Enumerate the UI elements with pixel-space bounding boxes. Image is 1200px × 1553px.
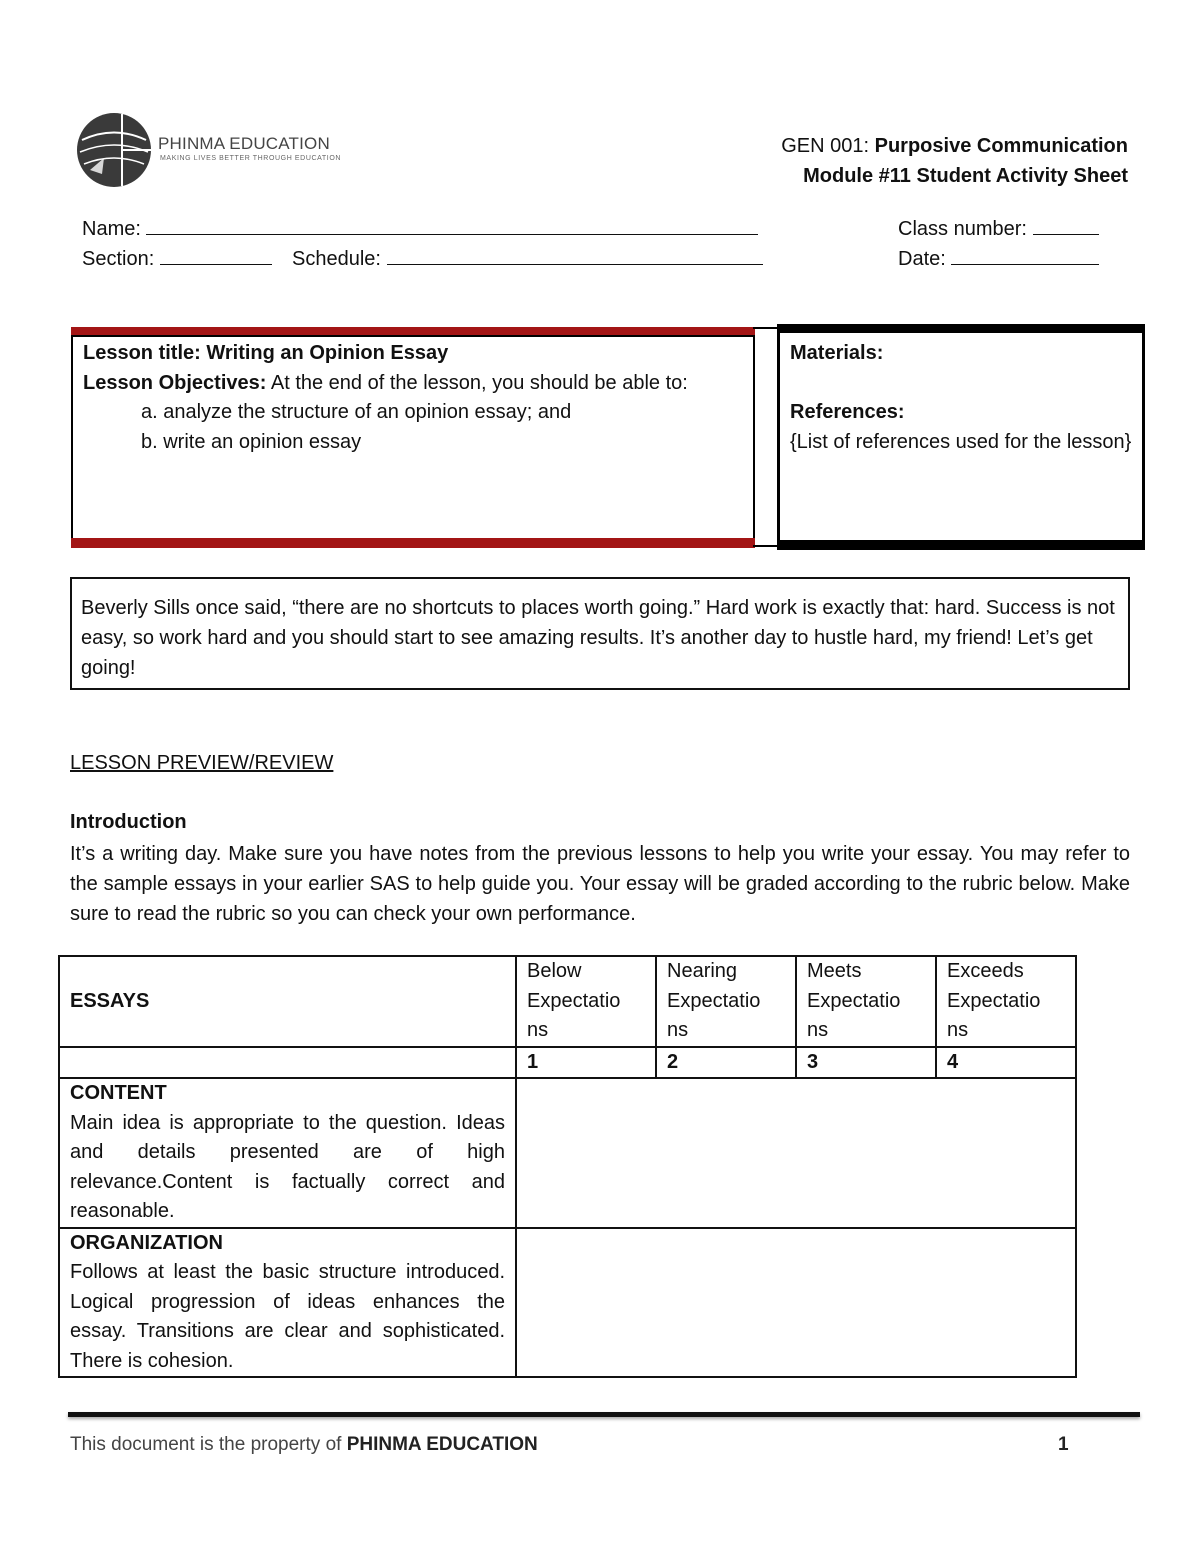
logo-name: PHINMA EDUCATION <box>158 134 330 153</box>
rubric-table <box>58 955 1077 1378</box>
date-label: Date: <box>898 248 946 270</box>
introduction-heading: Introduction <box>70 811 187 833</box>
motivation-box <box>70 577 1130 690</box>
objective-item: b. write an opinion essay <box>141 430 362 453</box>
class-number-label: Class number: <box>898 218 1027 240</box>
lesson-box <box>71 327 755 548</box>
box-connector <box>753 545 778 547</box>
rubric-header-row <box>59 956 1076 1047</box>
score-cell: 3 <box>796 1047 936 1079</box>
rubric-score-row <box>59 1047 1076 1079</box>
criterion-score-area[interactable] <box>516 1078 1076 1228</box>
logo-globe-icon <box>74 110 154 190</box>
course-header <box>781 131 1128 191</box>
date-blank[interactable] <box>951 244 1099 265</box>
section-blank[interactable] <box>160 244 272 265</box>
score-cell: 2 <box>656 1047 796 1079</box>
criterion-name: CONTENT <box>70 1082 167 1104</box>
footer-prefix: This document is the property of <box>70 1434 347 1455</box>
materials-box <box>777 324 1145 550</box>
lesson-title: Writing an Opinion Essay <box>206 342 449 364</box>
materials-content <box>790 339 1132 457</box>
class-number-field[interactable] <box>898 214 1099 244</box>
rubric-level-header <box>796 956 936 1047</box>
lesson-preview-heading: LESSON PREVIEW/REVIEW <box>70 752 334 774</box>
rubric-level-header <box>656 956 796 1047</box>
level-label: Exceeds <box>947 960 1024 982</box>
criterion-name: ORGANIZATION <box>70 1231 223 1254</box>
score-cell: 4 <box>936 1047 1076 1079</box>
name-label: Name: <box>82 218 141 240</box>
lesson-title-label: Lesson title: <box>83 342 207 364</box>
rubric-criterion-row <box>59 1078 1076 1228</box>
logo-tagline: MAKING LIVES BETTER THROUGH EDUCATION <box>160 155 342 162</box>
references-text: {List of references used for the lesson} <box>790 430 1132 453</box>
motivation-text: Beverly Sills once said, “there are no shortcuts to places worth going.” Hard work is exactly that: hard. Success is not easy, so work hard and you should start to see amazing results. It’s another day to hustle hard, my friend! Let’s get going! <box>81 597 1115 679</box>
box-connector <box>753 327 778 329</box>
rubric-header-essays: ESSAYS <box>59 956 516 1047</box>
footer-divider <box>68 1412 1140 1417</box>
objectives-label: Lesson Objectives: <box>83 371 267 394</box>
lesson-box-bottom-bar <box>71 538 755 548</box>
level-label: ns <box>527 1019 549 1041</box>
rubric-criterion-row <box>59 1228 1076 1378</box>
footer-owner: PHINMA EDUCATION <box>346 1434 538 1455</box>
score-cell: 1 <box>516 1047 656 1079</box>
rubric-level-header <box>516 956 656 1047</box>
criterion-description: Main idea is appropriate to the question. Ideas and details presented are of high relevance.Content is factually correct and reasonable. <box>70 1111 505 1222</box>
objective-item: a. analyze the structure of an opinion essay; and <box>141 401 572 423</box>
level-label: Expectatio <box>667 989 761 1012</box>
objectives-intro: At the end of the lesson, you should be able to: <box>266 371 688 394</box>
rubric-level-header <box>936 956 1076 1047</box>
name-field[interactable] <box>82 214 758 244</box>
level-label: Meets <box>807 960 862 982</box>
level-label: Nearing <box>667 960 738 982</box>
schedule-blank[interactable] <box>387 244 763 265</box>
materials-label: Materials: <box>790 342 884 364</box>
level-label: ns <box>667 1019 689 1041</box>
lesson-box-top-bar <box>71 327 755 335</box>
class-number-blank[interactable] <box>1033 214 1099 235</box>
section-label: Section: <box>82 248 155 270</box>
criterion-cell <box>59 1078 516 1228</box>
criterion-score-area[interactable] <box>516 1228 1076 1378</box>
schedule-field[interactable] <box>292 244 763 274</box>
course-prefix: GEN 001: <box>781 135 875 157</box>
criterion-cell <box>59 1228 516 1378</box>
page-number: 1 <box>1058 1434 1069 1455</box>
footer-property-text <box>70 1434 538 1456</box>
references-label: References: <box>790 401 905 423</box>
introduction-text: It’s a writing day. Make sure you have notes from the previous lessons to help you write your essay. You may refer to the sample essays in your earlier SAS to help guide you. Your essay will be graded according to the rubric below. Make sure to read the rubric so you can check your own performance. <box>70 843 1130 925</box>
course-name: Purposive Communication <box>874 135 1128 157</box>
level-label: Expectatio <box>947 989 1041 1012</box>
level-label: Expectatio <box>807 989 901 1012</box>
module-title: Module #11 Student Activity Sheet <box>803 165 1128 187</box>
level-label: Expectatio <box>527 989 621 1012</box>
schedule-label: Schedule: <box>292 248 381 270</box>
name-blank[interactable] <box>146 214 758 235</box>
criterion-description: Follows at least the basic structure introduced. Logical progression of ideas enhances the essay. Transitions are clear and sophisticated. There is cohesion. <box>70 1261 505 1372</box>
level-label: ns <box>947 1019 969 1041</box>
level-label: Below <box>527 960 582 982</box>
section-field[interactable] <box>82 244 272 274</box>
lesson-content <box>83 339 743 457</box>
level-label: ns <box>807 1019 829 1041</box>
date-field[interactable] <box>898 244 1099 274</box>
